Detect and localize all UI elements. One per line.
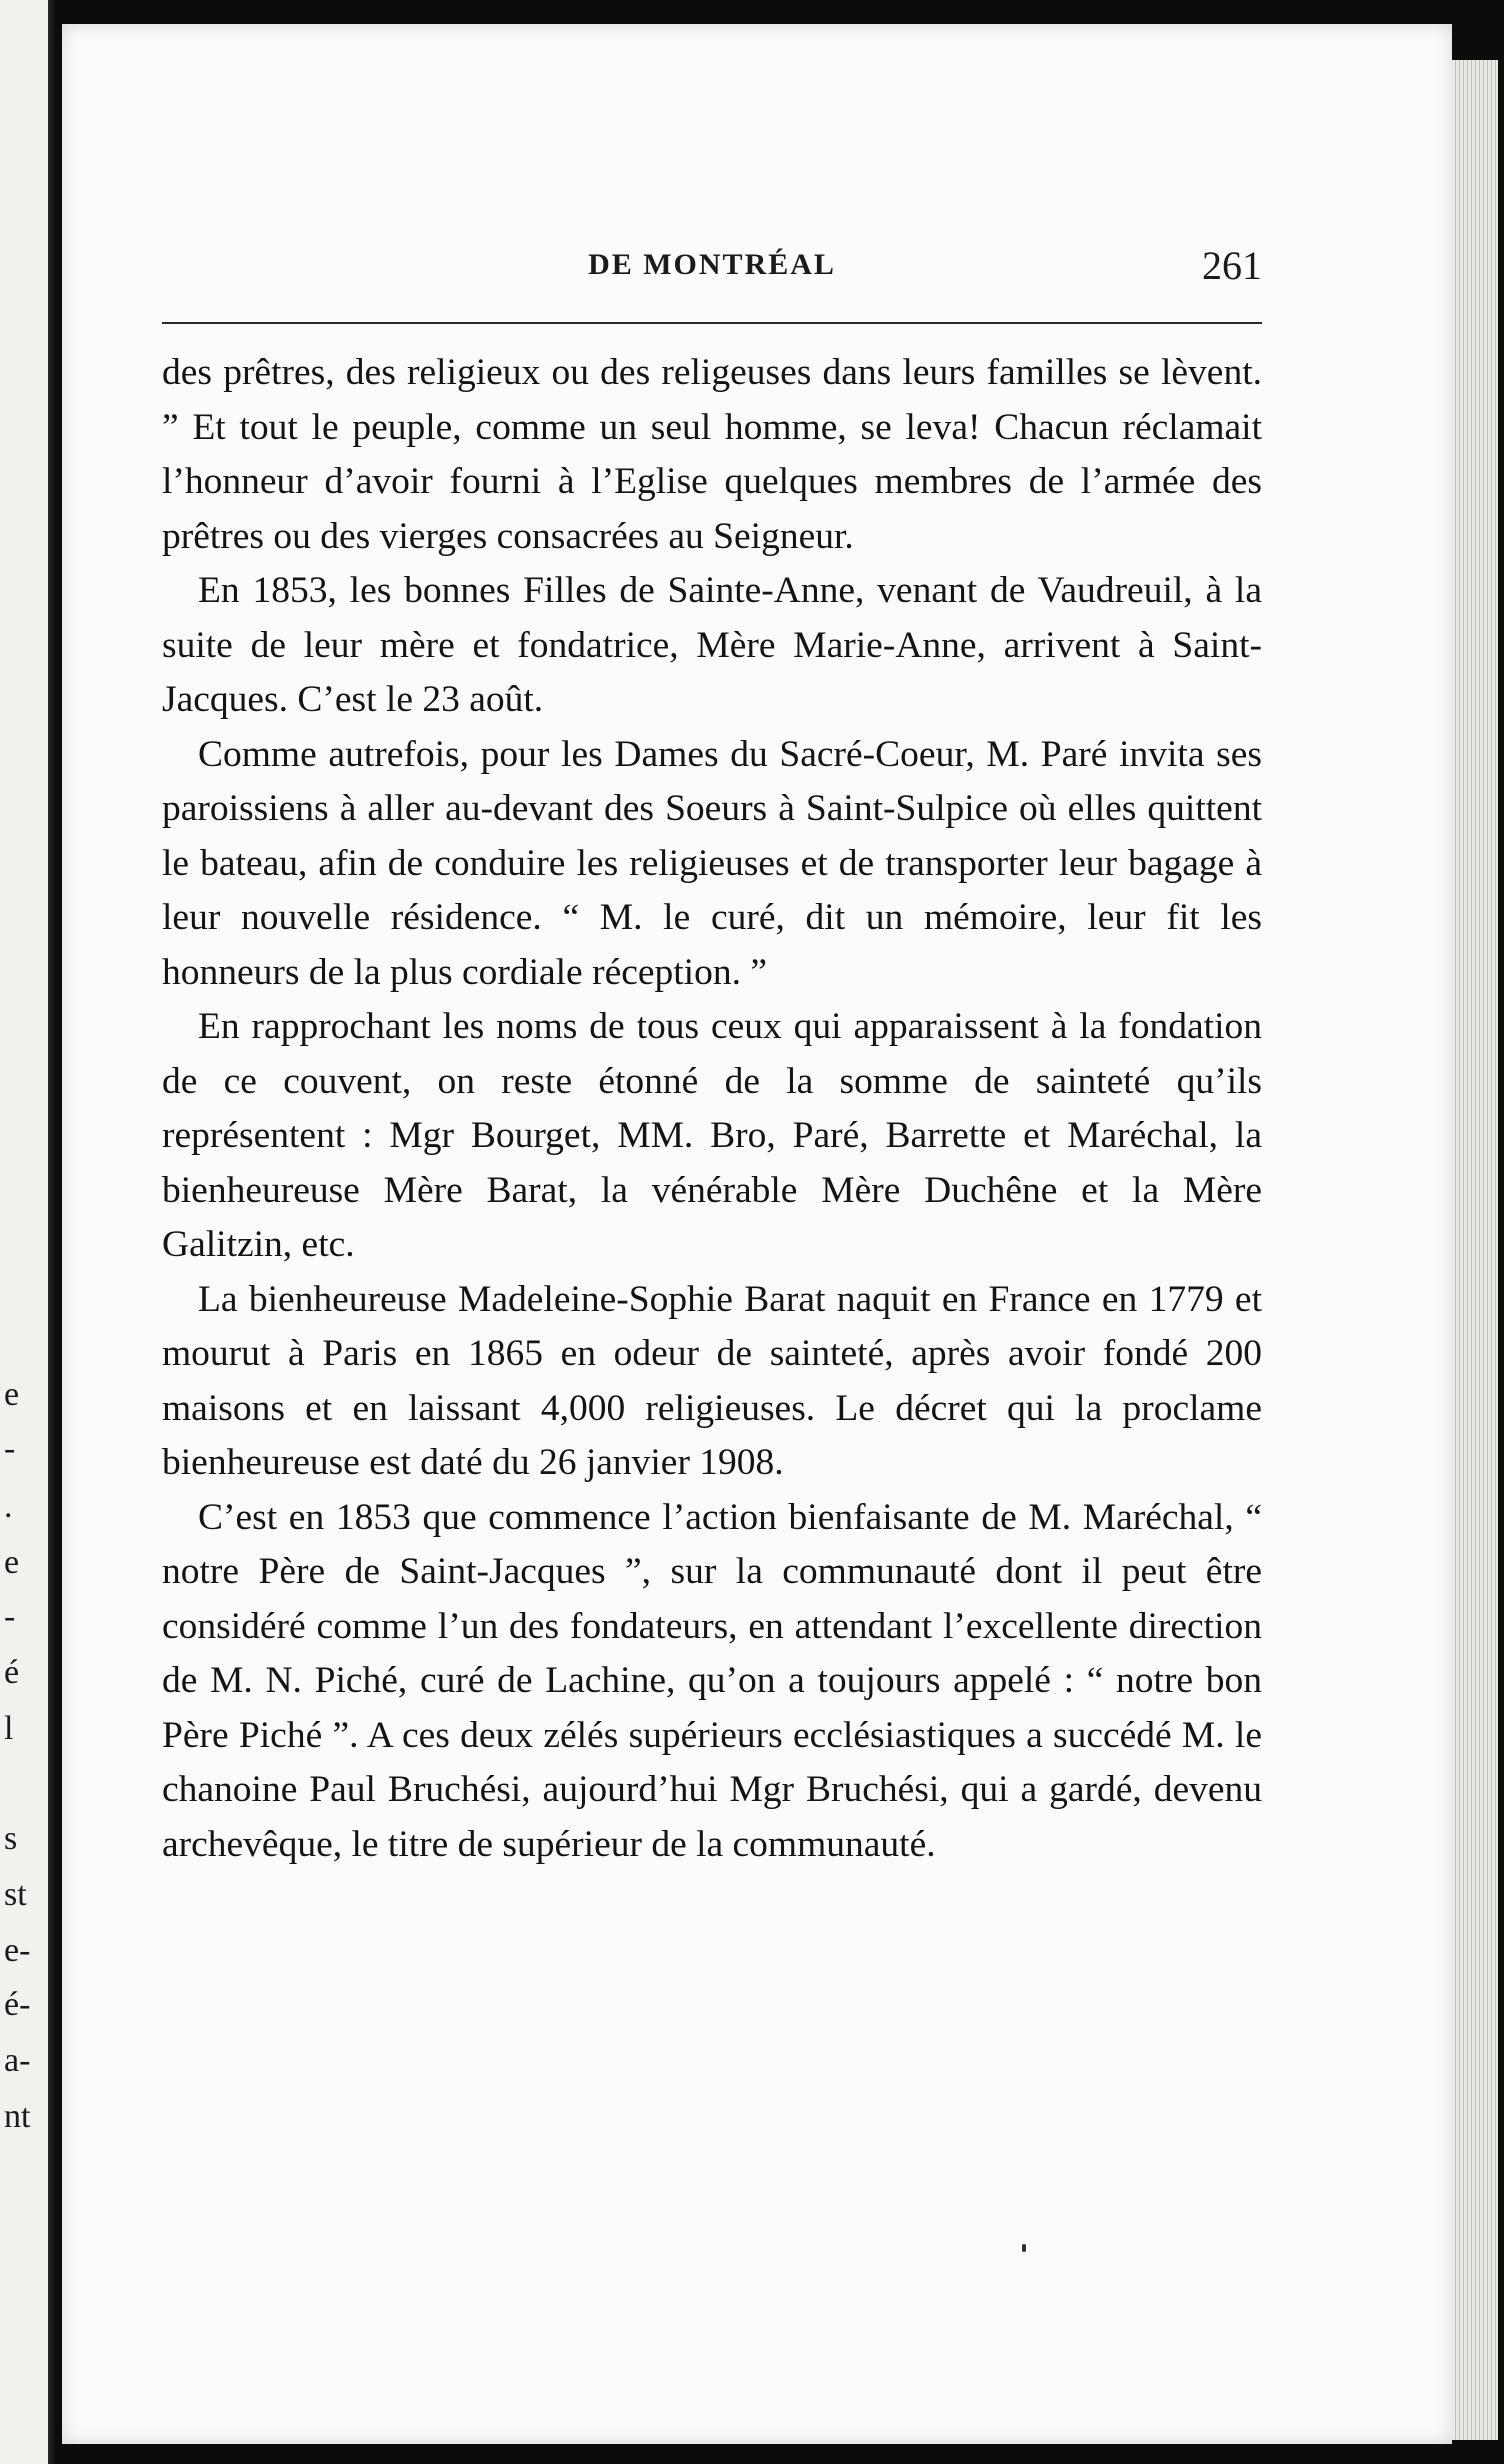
ink-speck <box>1022 2244 1026 2252</box>
left-page-fragment: é <box>4 1654 20 1691</box>
left-page-fragment: e <box>4 1544 20 1581</box>
page-stack-edge <box>1452 60 1498 2440</box>
previous-page-fragment <box>0 0 56 2464</box>
paragraph: La bienheureuse Madeleine-Sophie Barat naquit en France en 1779 et mourut à Paris en 1865 en odeur de sainteté, après avoir fondé 200 maisons et en laissant 4,000 religieuses. Le décret qui la proclame bienheureuse est daté du 26 janvier 1908. <box>162 1278 1262 1483</box>
left-page-fragment: e- <box>4 1932 31 1969</box>
page-header <box>162 243 1262 308</box>
left-page-fragment: st <box>4 1876 27 1913</box>
page-gutter <box>48 0 56 2464</box>
page-number: 261 <box>1202 243 1262 288</box>
left-page-fragment: a- <box>4 2042 31 2079</box>
body-text <box>162 346 1262 1872</box>
left-page-fragment: é- <box>4 1986 31 2023</box>
left-page-fragment: l <box>4 1710 14 1747</box>
left-page-fragment: s <box>4 1820 18 1857</box>
left-page-fragment: . <box>4 1488 13 1525</box>
running-title: DE MONTRÉAL <box>588 248 836 281</box>
header-rule <box>162 322 1262 324</box>
left-page-fragment: e <box>4 1376 20 1413</box>
left-page-fragment: - <box>4 1598 16 1635</box>
paragraph: des prêtres, des religieux ou des religeuses dans leurs familles se lèvent. ” Et tout le peuple, comme un seul homme, se leva! Chacun réclamait l’honneur d’avoir fourni à l’Eglise quelques membres de l’armée des prêtres ou des vierges consacrées au Seigneur. <box>162 352 1262 557</box>
left-page-fragment: nt <box>4 2098 31 2135</box>
book-page <box>62 24 1452 2444</box>
paragraph: En rapprochant les noms de tous ceux qui apparaissent à la fondation de ce couvent, on reste étonné de la somme de sainteté qu’ils représentent : Mgr Bourget, MM. Bro, Paré, Barrette et Maréchal, la bienheureuse Mère Barat, la vénérable Mère Duchêne et la Mère Galitzin, etc. <box>162 1006 1262 1265</box>
paragraph: Comme autrefois, pour les Dames du Sacré-Coeur, M. Paré invita ses paroissiens à aller au-devant des Soeurs à Saint-Sulpice où elles quittent le bateau, afin de conduire les religieuses et de transporter leur bagage à leur nouvelle résidence. “ M. le curé, dit un mémoire, leur fit les honneurs de la plus cordiale réception. ” <box>162 733 1262 993</box>
paragraph: En 1853, les bonnes Filles de Sainte-Anne, venant de Vaudreuil, à la suite de leur mère et fondatrice, Mère Marie-Anne, arrivent à Saint-Jacques. C’est le 23 août. <box>162 570 1262 720</box>
left-page-fragment: - <box>4 1430 16 1467</box>
paragraph: C’est en 1853 que commence l’action bienfaisante de M. Maréchal, “ notre Père de Saint-Jacques ”, sur la communauté dont il peut être considéré comme l’un des fondateurs, en attendant l’excellente direction de M. N. Piché, curé de Lachine, qu’on a toujours appelé : “ notre bon Père Piché ”. A ces deux zélés supérieurs ecclésiastiques a succédé M. le chanoine Paul Bruchési, aujourd’hui Mgr Bruchési, qui a gardé, devenu archevêque, le titre de supérieur de la communauté. <box>162 1496 1262 1865</box>
